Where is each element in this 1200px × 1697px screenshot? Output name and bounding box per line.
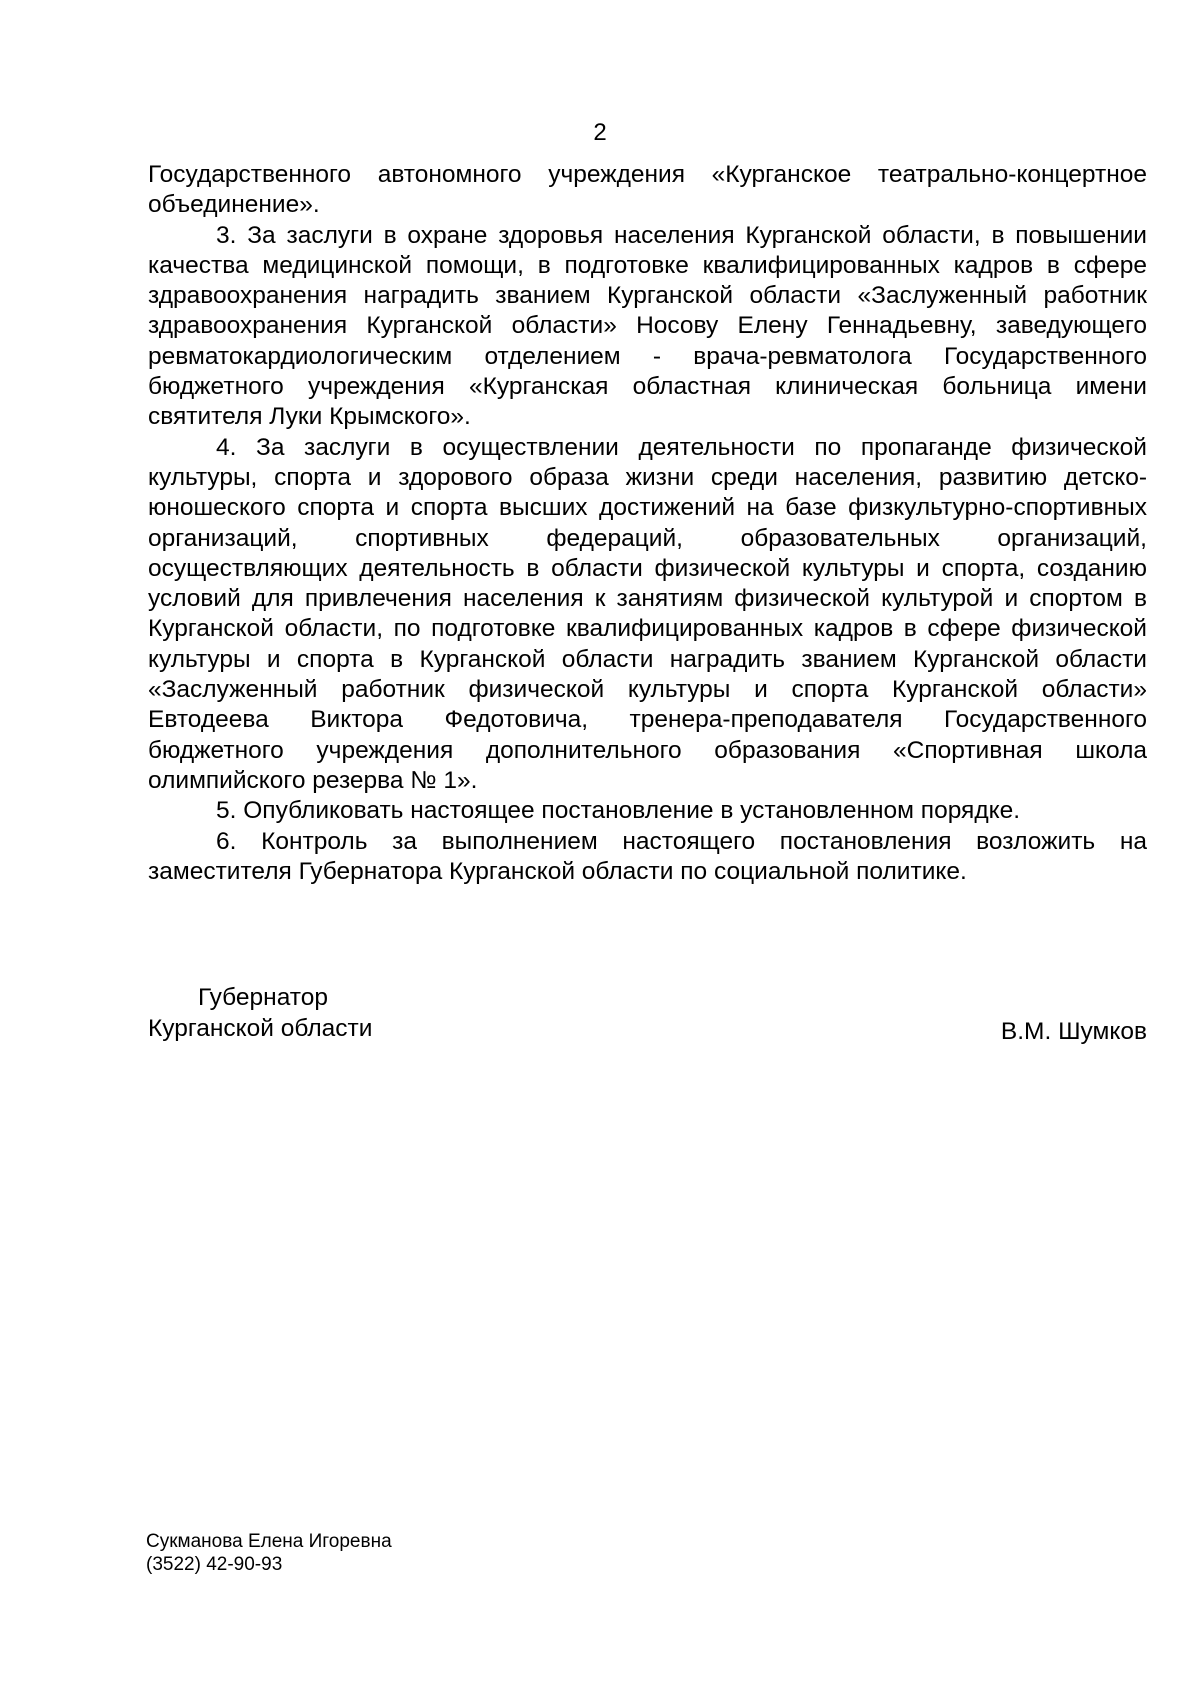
contact-block (146, 1530, 392, 1576)
signatory-title-line1: Губернатор (198, 984, 328, 1011)
document-body (148, 160, 1147, 887)
contact-phone: (3522) 42-90-93 (146, 1554, 283, 1575)
paragraph-item-6: 6. Контроль за выполнением настоящего постановления возложить на заместителя Губернатора Курганской области по социальной политике. (148, 827, 1147, 885)
signature-block (148, 983, 1147, 1053)
paragraph-item-4: 4. За заслуги в осуществлении деятельности по пропаганде физической культуры, спорта и здорового образа жизни среди населения, развитию детско-юношеского спорта и спорта высших достижений на базе физкультурно-спортивных организаций, спортивных федераций, образовательных организаций, осуществляющих деятельность в области физической культуры и спорта, созданию условий для привлечения населения к занятиям физической культурой и спортом в Курганской области, по подготовке квалифицированных кадров в сфере физической культуры и спорта в Курганской области наградить званием Курганской области «Заслуженный работник физической культуры и спорта Курганской области» Евтодеева Виктора Федотовича, тренера-преподавателя Государственного бюджетного учреждения дополнительного образования «Спортивная школа олимпийского резерва № 1». (148, 433, 1147, 794)
paragraph-item-5: 5. Опубликовать настоящее постановление в установленном порядке. (216, 797, 1021, 825)
paragraph-continuation: Государственного автономного учреждения «Курганское театрально-концертное объединение». (148, 161, 1147, 219)
signatory-name: В.М. Шумков (1000, 1018, 1147, 1045)
signatory-title-line2: Курганской области (148, 1015, 373, 1042)
page-number: 2 (593, 119, 607, 146)
contact-person: Сукманова Елена Игоревна (146, 1531, 392, 1552)
paragraph-item-3: 3. За заслуги в охране здоровья населения Курганской области, в повышении качества медицинской помощи, в подготовке квалифицированных кадров в сфере здравоохранения наградить званием Курганской области «Заслуженный работник здравоохранения Курганской области» Носову Елену Геннадьевну, заведующего ревматокардиологическим отделением - врача-ревматолога Государственного бюджетного учреждения «Курганская областная клиническая больница имени святителя Луки Крымского». (148, 221, 1147, 431)
